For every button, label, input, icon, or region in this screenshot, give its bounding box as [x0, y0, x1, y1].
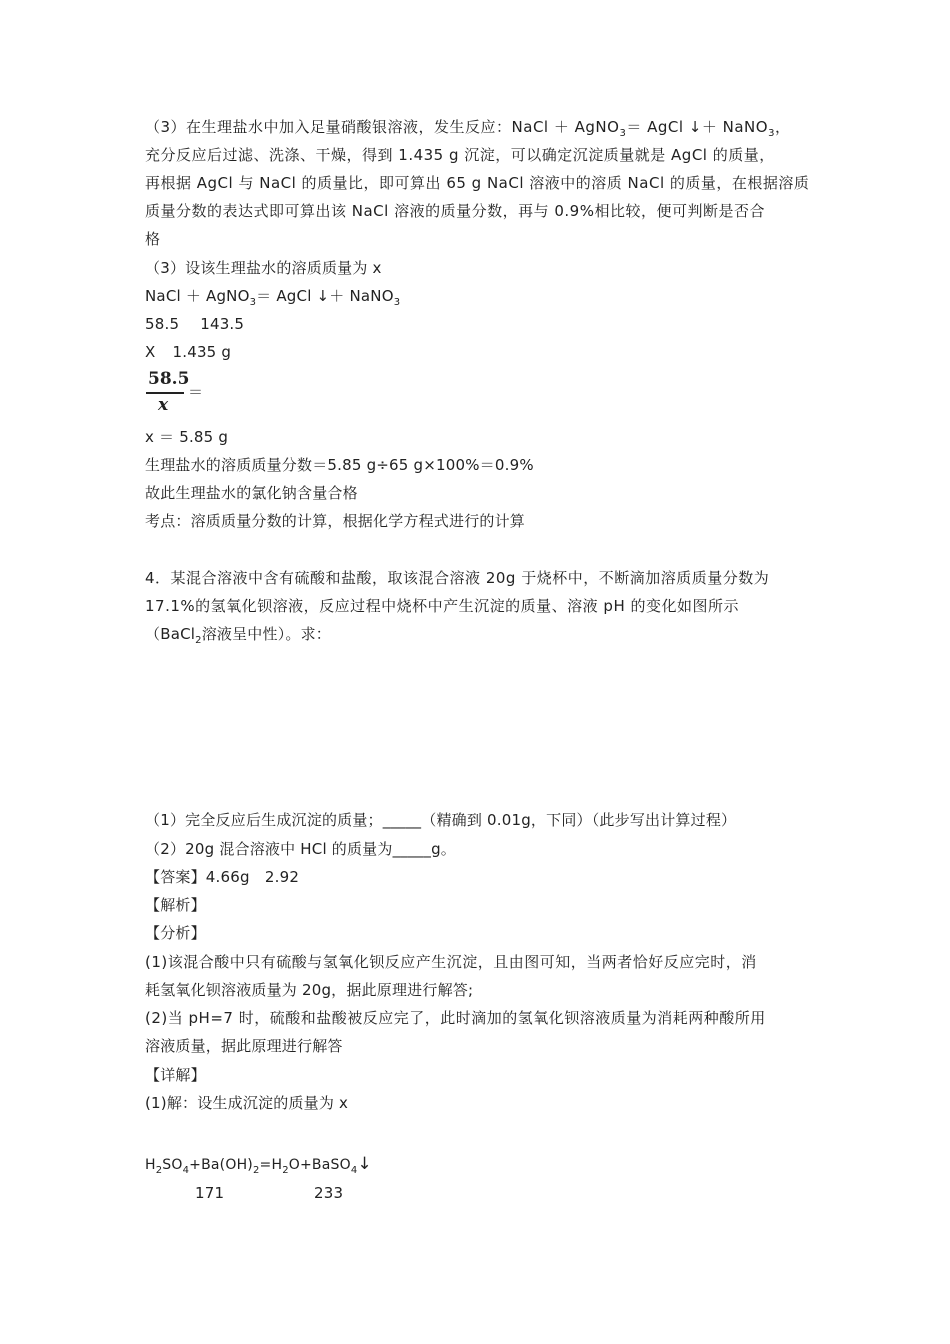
section-heading: 【解析】	[145, 896, 206, 914]
fraction-numerator: 58.5	[148, 369, 190, 389]
solution-line: (1)解：设生成沉淀的质量为 x	[145, 1094, 349, 1112]
down-arrow-icon: ↓	[357, 1154, 372, 1174]
molar-mass-row	[145, 314, 244, 334]
paragraph-line: 格	[145, 230, 161, 248]
sub-question: （1）完全反应后生成沉淀的质量；_____（精确到 0.01g，下同）（此步写出计算过程）	[145, 811, 737, 829]
subscript: 4	[182, 1165, 190, 1176]
subscript: 3	[768, 128, 775, 139]
subscript: 2	[195, 635, 202, 646]
fraction-denominator: x	[158, 395, 169, 415]
solution-intro: （3）设该生理盐水的溶质质量为 x	[145, 259, 382, 277]
paragraph-line: 故此生理盐水的氯化钠含量合格	[145, 484, 358, 502]
subscript: 3	[249, 297, 257, 308]
paragraph-line	[145, 117, 790, 137]
chemical-equation	[145, 1154, 372, 1175]
fraction-bar	[146, 392, 184, 394]
variable-row	[145, 342, 231, 362]
text-span: ，	[774, 118, 791, 136]
text-span: （BaCl	[145, 625, 196, 643]
text-span: SO	[162, 1157, 183, 1173]
subscript: 2	[155, 1165, 163, 1176]
answer-line: 【答案】4.66g 2.92	[145, 868, 300, 886]
kaodian-line: 考点：溶质质量分数的计算，根据化学方程式进行的计算	[145, 512, 526, 530]
text-span: O+BaSO	[288, 1157, 351, 1173]
subscript: 2	[252, 1165, 260, 1176]
subscript: 3	[619, 128, 627, 139]
text-span: =H	[259, 1157, 283, 1173]
subscript: 3	[393, 297, 401, 308]
text-span: 溶液呈中性）。求：	[201, 625, 331, 643]
mass-value: 171	[195, 1184, 225, 1202]
subscript: 2	[282, 1165, 289, 1176]
question-line: 17.1%的氢氧化钡溶液，反应过程中烧杯中产生沉淀的质量、溶液 pH 的变化如图所示	[145, 597, 739, 615]
text-span: H	[145, 1157, 156, 1173]
sub-question: （2）20g 混合溶液中 HCl 的质量为_____g。	[145, 840, 456, 858]
equals-sign: ＝	[188, 383, 204, 401]
section-heading: 【详解】	[145, 1066, 206, 1084]
section-heading: 【分析】	[145, 924, 206, 942]
text-span: （3）在生理盐水中加入足量硝酸银溶液，发生反应：NaCl ＋ AgNO	[145, 118, 620, 136]
text-span: +Ba(OH)	[189, 1157, 253, 1173]
text-span: ＝ AgCl ↓＋ NaNO	[626, 118, 769, 136]
analysis-line: 溶液质量，据此原理进行解答	[145, 1037, 343, 1055]
mass-value: 233	[314, 1184, 344, 1202]
question-line: 4．某混合溶液中含有硫酸和盐酸，取该混合溶液 20g 于烧杯中，不断滴加溶质质量分数为	[145, 569, 770, 587]
mass-value: 143.5	[200, 315, 245, 333]
variable-value: 1.435 g	[172, 343, 232, 361]
analysis-line: (1)该混合酸中只有硫酸与氢氧化钡反应产生沉淀，且由图可知，当两者恰好反应完时，消	[145, 953, 757, 971]
text-span: NaCl ＋ AgNO	[145, 287, 250, 305]
analysis-line: (2)当 pH=7 时，硫酸和盐酸被反应完了，此时滴加的氢氧化钡溶液质量为消耗两种酸所用	[145, 1009, 766, 1027]
mass-value: 58.5	[145, 315, 180, 333]
result-line: x ＝ 5.85 g	[145, 428, 229, 446]
subscript: 4	[350, 1165, 358, 1176]
paragraph-line: 再根据 AgCl 与 NaCl 的质量比，即可算出 65 g NaCl 溶液中的溶质 NaCl 的质量，在根据溶质	[145, 174, 810, 192]
paragraph-line: 生理盐水的溶质质量分数＝5.85 g÷65 g×100%＝0.9%	[145, 456, 534, 474]
paragraph-line: 充分反应后过滤、洗涤、干燥，得到 1.435 g 沉淀，可以确定沉淀质量就是 AgCl 的质量，	[145, 146, 775, 164]
paragraph-line: 质量分数的表达式即可算出该 NaCl 溶液的质量分数，再与 0.9%相比较，便可判断是否合	[145, 202, 765, 220]
variable-value: X	[145, 343, 156, 361]
question-line	[145, 624, 331, 644]
text-span: ＝ AgCl ↓＋ NaNO	[256, 287, 394, 305]
analysis-line: 耗氢氧化钡溶液质量为 20g，据此原理进行解答;	[145, 981, 474, 999]
fraction-image	[146, 368, 190, 418]
chemical-equation	[145, 286, 400, 306]
